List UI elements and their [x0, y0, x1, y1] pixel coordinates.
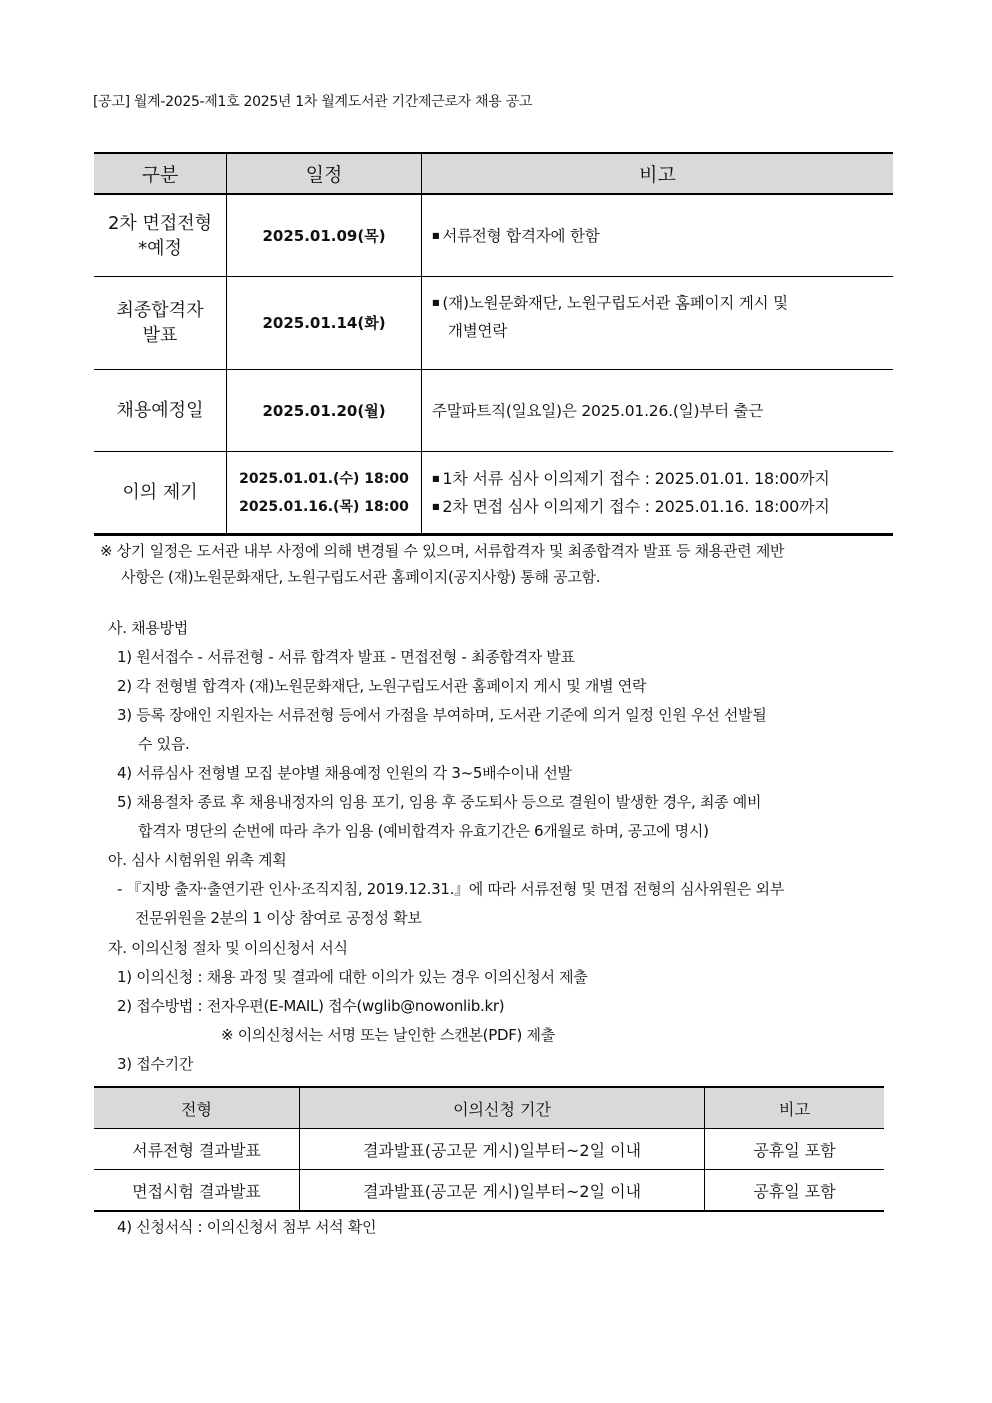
list-item: 4) 신청서식 : 이의신청서 첨부 서석 확인	[117, 1218, 377, 1236]
table-header-row	[94, 153, 893, 194]
cell-note: 공휴일 포함	[705, 1129, 885, 1170]
table-row	[94, 370, 893, 452]
cell-date: 2025.01.09(목)	[227, 194, 422, 277]
appeal-period-table	[94, 1086, 884, 1212]
list-item: - 『지방 출자·출연기관 인사·조직지침, 2019.12.31.』에 따라 서류전형 및 면접 전형의 심사위원은 외부	[117, 880, 784, 898]
list-item: 1) 원서접수 - 서류전형 - 서류 합격자 발표 - 면접전형 - 최종합격자 발표	[117, 648, 575, 666]
header-stage: 전형	[94, 1087, 300, 1129]
notice-line-1: ※ 상기 일정은 도서관 내부 사정에 의해 변경될 수 있으며, 서류합격자 및 최종합격자 발표 등 채용관련 제반	[100, 542, 785, 560]
notice-line-2: 사항은 (재)노원문화재단, 노원구립도서관 홈페이지(공지사항) 통해 공고함.	[121, 568, 601, 586]
table-row	[94, 452, 893, 535]
cell-date: 2025.01.14(화)	[227, 277, 422, 370]
list-item: 3) 접수기간	[117, 1055, 194, 1073]
list-item: 5) 채용절차 종료 후 채용내정자의 임용 포기, 임용 후 중도퇴사 등으로 결원이 발생한 경우, 최종 예비	[117, 793, 762, 811]
cell-note	[422, 194, 894, 277]
list-item-note: ※ 이의신청서는 서명 또는 날인한 스캔본(PDF) 제출	[221, 1026, 555, 1044]
cell-category: 이의 제기	[94, 452, 227, 535]
header-note: 비고	[705, 1087, 885, 1129]
section-heading: 자. 이의신청 절차 및 이의신청서 서식	[108, 939, 348, 957]
header-note: 비고	[422, 153, 894, 194]
table-row	[94, 194, 893, 277]
header-date: 일정	[227, 153, 422, 194]
bullet-text: ■ 1차 서류 심사 이의제기 접수 : 2025.01.01. 18:00까지	[432, 465, 892, 493]
cell-category: 채용예정일	[94, 370, 227, 452]
cell-category: 2차 면접전형 *예정	[94, 194, 227, 277]
document-title: [공고] 월계-2025-제1호 2025년 1차 월계도서관 기간제근로자 채용 공고	[93, 94, 533, 110]
section-heading: 사. 채용방법	[108, 619, 188, 637]
cell-stage: 면접시험 결과발표	[94, 1170, 300, 1212]
list-item: 2) 각 전형별 합격자 (재)노원문화재단, 노원구립도서관 홈페이지 게시 및 개별 연락	[117, 677, 647, 695]
cell-note	[422, 452, 894, 535]
header-period: 이의신청 기간	[300, 1087, 705, 1129]
bullet-text: ■ (재)노원문화재단, 노원구립도서관 홈페이지 게시 및	[432, 289, 892, 317]
cell-note: 공휴일 포함	[705, 1170, 885, 1212]
cell-category: 최종합격자 발표	[94, 277, 227, 370]
section-heading: 아. 심사 시험위원 위촉 계획	[108, 851, 287, 869]
cell-date: 2025.01.20(월)	[227, 370, 422, 452]
table-row	[94, 1129, 884, 1170]
list-item: 3) 등록 장애인 지원자는 서류전형 등에서 가점을 부여하며, 도서관 기준에 의거 일정 인원 우선 선발될	[117, 706, 767, 724]
table-row	[94, 1170, 884, 1212]
cell-period: 결과발표(공고문 게시)일부터~2일 이내	[300, 1170, 705, 1212]
bullet-text: ■ 서류전형 합격자에 한함	[432, 222, 892, 250]
table-header-row	[94, 1087, 884, 1129]
bullet-text: ■ 2차 면접 심사 이의제기 접수 : 2025.01.16. 18:00까지	[432, 493, 892, 521]
header-category: 구분	[94, 153, 227, 194]
cell-stage: 서류전형 결과발표	[94, 1129, 300, 1170]
list-item: 4) 서류심사 전형별 모집 분야별 채용예정 인원의 각 3~5배수이내 선발	[117, 764, 572, 782]
list-item-continued: 수 있음.	[138, 735, 190, 753]
list-item: 1) 이의신청 : 채용 과정 및 결과에 대한 이의가 있는 경우 이의신청서 제출	[117, 968, 588, 986]
list-item: 2) 접수방법 : 전자우편(E-MAIL) 접수(wglib@nowonlib.kr)	[117, 997, 505, 1015]
cell-period: 결과발표(공고문 게시)일부터~2일 이내	[300, 1129, 705, 1170]
list-item-continued: 전문위원을 2분의 1 이상 참여로 공정성 확보	[135, 909, 422, 927]
cell-date: 2025.01.01.(수) 18:00 2025.01.16.(목) 18:00	[227, 452, 422, 535]
list-item-continued: 합격자 명단의 순번에 따라 추가 임용 (예비합격자 유효기간은 6개월로 하며, 공고에 명시)	[138, 822, 709, 840]
cell-note: ■ (재)노원문화재단, 노원구립도서관 홈페이지 게시 및 개별연락	[422, 277, 894, 370]
schedule-table	[94, 152, 893, 536]
table-row	[94, 277, 893, 370]
cell-note: 주말파트직(일요일)은 2025.01.26.(일)부터 출근	[422, 370, 894, 452]
